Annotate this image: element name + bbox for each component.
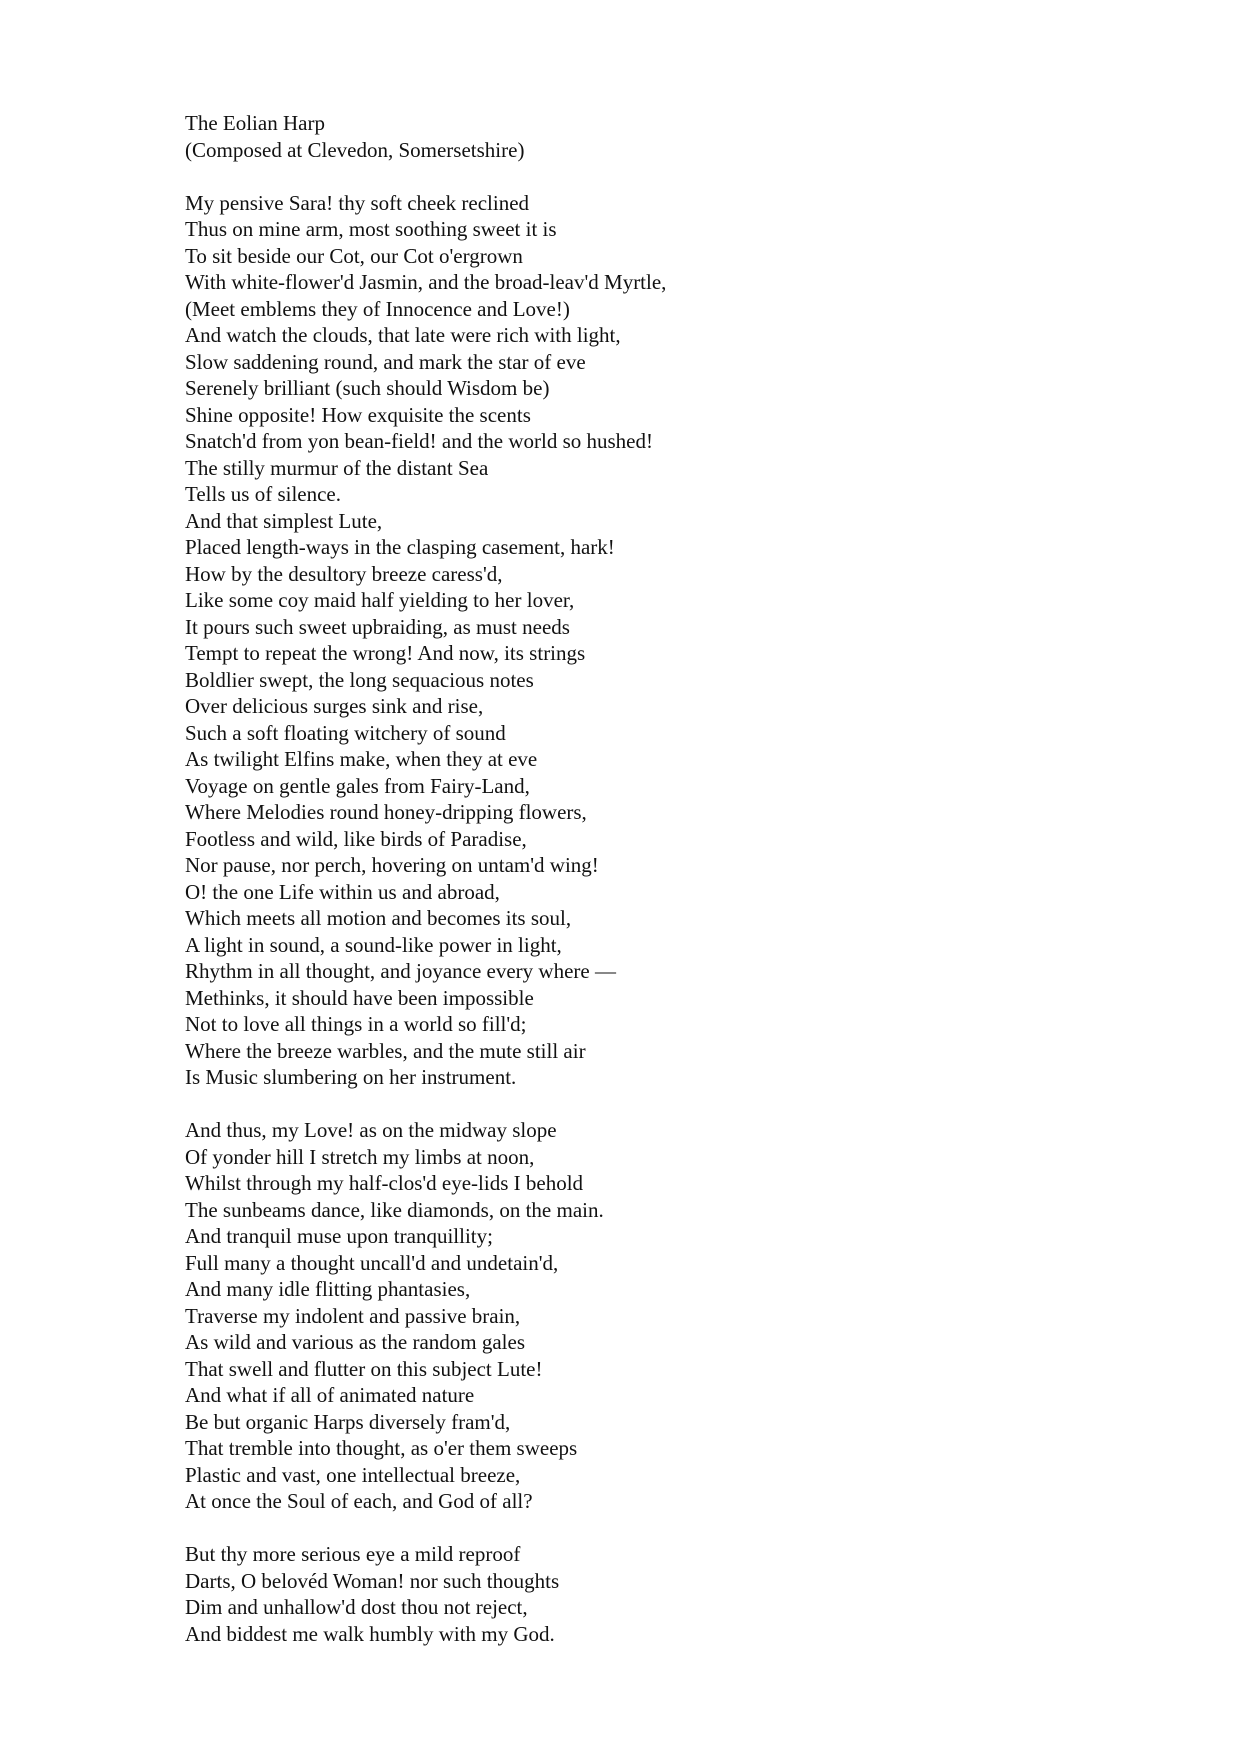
stanza-break xyxy=(185,163,1185,190)
poem-line: And tranquil muse upon tranquillity; xyxy=(185,1224,493,1248)
poem-line: Plastic and vast, one intellectual breeze, xyxy=(185,1462,521,1487)
stanza xyxy=(185,190,1185,1091)
poem-line: Rhythm in all thought, and joyance every where — xyxy=(185,959,616,983)
poem-line: Nor pause, nor perch, hovering on untam'd wing! xyxy=(185,853,599,877)
poem-line: At once the Soul of each, and God of all? xyxy=(185,1489,533,1513)
poem-line: Thus on mine arm, most soothing sweet it is xyxy=(185,217,557,241)
poem-line: With white-flower'd Jasmin, and the broad-leav'd Myrtle, xyxy=(185,270,667,294)
poem-line: The stilly murmur of the distant Sea xyxy=(185,455,489,480)
poem-line: (Meet emblems they of Innocence and Love!) xyxy=(185,296,570,321)
poem-title: The Eolian Harp xyxy=(185,111,325,135)
poem-line: Placed length-ways in the clasping casement, hark! xyxy=(185,535,615,559)
poem-line: Snatch'd from yon bean-field! and the world so hushed! xyxy=(185,429,653,453)
poem-line: To sit beside our Cot, our Cot o'ergrown xyxy=(185,243,523,268)
poem-line: Tells us of silence. xyxy=(185,482,341,506)
poem-text-block xyxy=(185,110,1185,1647)
poem-line: And biddest me walk humbly with my God. xyxy=(185,1621,555,1646)
poem-line: Over delicious surges sink and rise, xyxy=(185,694,484,718)
poem-line: But thy more serious eye a mild reproof xyxy=(185,1542,521,1566)
poem-line: And that simplest Lute, xyxy=(185,508,383,533)
poem-line: Where Melodies round honey-dripping flowers, xyxy=(185,800,587,824)
poem-subtitle: (Composed at Clevedon, Somersetshire) xyxy=(185,137,525,162)
poem-line: My pensive Sara! thy soft cheek reclined xyxy=(185,190,530,215)
poem-line: Slow saddening round, and mark the star of eve xyxy=(185,349,586,374)
poem-line: A light in sound, a sound-like power in light, xyxy=(185,932,562,957)
stanza xyxy=(185,1117,1185,1515)
poem-line: Whilst through my half-clos'd eye-lids I behold xyxy=(185,1171,584,1195)
poem-line: Which meets all motion and becomes its soul, xyxy=(185,906,572,930)
poem-line: Darts, O belovéd Woman! nor such thoughts xyxy=(185,1568,560,1593)
poem-line: That swell and flutter on this subject Lute! xyxy=(185,1356,543,1381)
poem-body xyxy=(185,163,1185,1647)
poem-line: Boldlier swept, the long sequacious notes xyxy=(185,667,534,692)
poem-line: Where the breeze warbles, and the mute still air xyxy=(185,1038,586,1063)
poem-line: As wild and various as the random gales xyxy=(185,1330,526,1354)
poem-line: Like some coy maid half yielding to her lover, xyxy=(185,588,575,612)
poem-line: It pours such sweet upbraiding, as must needs xyxy=(185,614,570,639)
poem-line: Such a soft floating witchery of sound xyxy=(185,720,506,745)
poem-line: Methinks, it should have been impossible xyxy=(185,985,534,1010)
poem-line: Shine opposite! How exquisite the scents xyxy=(185,402,531,427)
poem-line: As twilight Elfins make, when they at eve xyxy=(185,747,538,771)
poem-line: The sunbeams dance, like diamonds, on the main. xyxy=(185,1197,604,1222)
poem-line: How by the desultory breeze caress'd, xyxy=(185,561,503,586)
stanza-break xyxy=(185,1515,1185,1542)
poem-line: Footless and wild, like birds of Paradise, xyxy=(185,826,527,851)
poem-line: O! the one Life within us and abroad, xyxy=(185,879,500,904)
stanza-break xyxy=(185,1091,1185,1118)
poem-line: And what if all of animated nature xyxy=(185,1383,475,1407)
poem-line: Tempt to repeat the wrong! And now, its strings xyxy=(185,641,586,665)
poem-line: That tremble into thought, as o'er them sweeps xyxy=(185,1436,578,1460)
poem-line: Is Music slumbering on her instrument. xyxy=(185,1065,517,1089)
poem-line: And watch the clouds, that late were rich with light, xyxy=(185,323,621,347)
poem-line: And thus, my Love! as on the midway slope xyxy=(185,1118,557,1142)
poem-line: Dim and unhallow'd dost thou not reject, xyxy=(185,1595,528,1619)
poem-line: And many idle flitting phantasies, xyxy=(185,1277,471,1301)
poem-line: Full many a thought uncall'd and undetain'd, xyxy=(185,1250,559,1275)
poem-line: Voyage on gentle gales from Fairy-Land, xyxy=(185,773,530,798)
poem-line: Serenely brilliant (such should Wisdom be) xyxy=(185,376,550,400)
poem-line: Of yonder hill I stretch my limbs at noon, xyxy=(185,1144,535,1169)
stanza xyxy=(185,1541,1185,1647)
poem-line: Be but organic Harps diversely fram'd, xyxy=(185,1409,511,1434)
poem-line: Not to love all things in a world so fill'd; xyxy=(185,1012,527,1036)
poem-line: Traverse my indolent and passive brain, xyxy=(185,1303,521,1328)
